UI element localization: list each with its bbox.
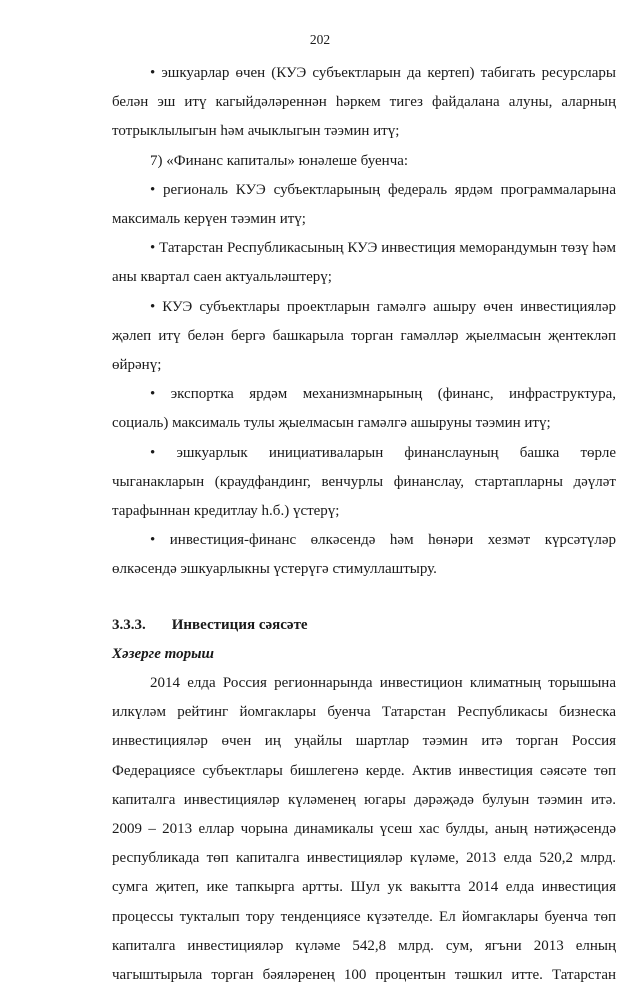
section-heading [112,611,616,640]
bullet-paragraph: • региональ КУЭ субъектларының федераль ярдәм программаларына максималь керүен тәэмин итү; [112,181,616,228]
page-number: 202 [309,32,331,47]
bullet-paragraph: • экспортка ярдәм механизмнарының (финанс, инфраструктура, социаль) максималь тулы җыелмасын гамәлгә ашыруны тәэмин итү; [112,386,616,432]
section-title: Инвестиция сәясәте [171,616,308,633]
document-body [112,59,616,990]
section-spacer [112,585,616,611]
numbered-item: 7) «Финанс капиталы» юнәлеше буенча: [150,152,409,169]
section-number: 3.3.3. [112,616,146,633]
bullet-paragraph: • Татарстан Республикасының КУЭ инвестиция меморандумын төзү һәм аны квартал саен актуальләштерү; [112,240,616,286]
bullet-paragraph: • инвестиция-финанс өлкәсендә һәм һөнәри хезмәт күрсәтүләр өлкәсендә эшкуарлыкны үстерүгә стимуллаштыру. [112,532,616,578]
subsection-title: Хәзерге торыш [112,645,214,662]
bullet-paragraph: • эшкуарлар өчен (КУЭ субъектларын да кертеп) табигать ресурслары белән эш итү кагыйдәләреннән һәркем тигез файдалана алуны, аларның тотрыклылыгын һәм ачыклыгын тәэмин итү; [112,65,616,140]
bullet-paragraph: • КУЭ субъектлары проектларын гамәлгә ашыру өчен инвестицияләр җәлеп итү белән бергә башкарыла торган гамәлләр җыелмасын җентекләп өйрәнү; [112,298,616,374]
bullet-paragraph: • эшкуарлык инициативаларын финанслауның башка төрле чыганакларын (краудфандинг, венчурлы финанслау, стартапларны дәүләт тарафыннан кредитлау һ.б.) үстерү; [112,444,616,520]
body-paragraph: 2014 елда Россия регионнарында инвестицион климатның торышына илкүләм рейтинг йомгаклары буенча Татарстан Республикасы бизнеска инвестицияләр өчен иң уңайлы шартлар тәэмин итә торган Россия Федерациясе субъектлары бишлегенә керде. Актив инвестиция сәясәте төп капиталга инвестицияләр күләменең югары дәрәҗәдә булуын тәэмин итә. 2009 – 2013 еллар чорына динамикалы үсеш хас булды, аның нәтиҗәсендә республикада төп капиталга инвестицияләр күләме, 2013 елда 520,2 млрд. сумга җитеп, ике тапкырга артты. Шул ук вакытта 2014 елда инвестиция процессы тукталып тору тенденциясе күзәтелде. Ел йомгаклары буенча төп капиталга инвестицияләр күләме 542,8 млрд. сум, ягъни 2013 елның чагыштырыла торган бәяләренең 100 процентын тәшкил итте. Татарстан [112,675,616,984]
